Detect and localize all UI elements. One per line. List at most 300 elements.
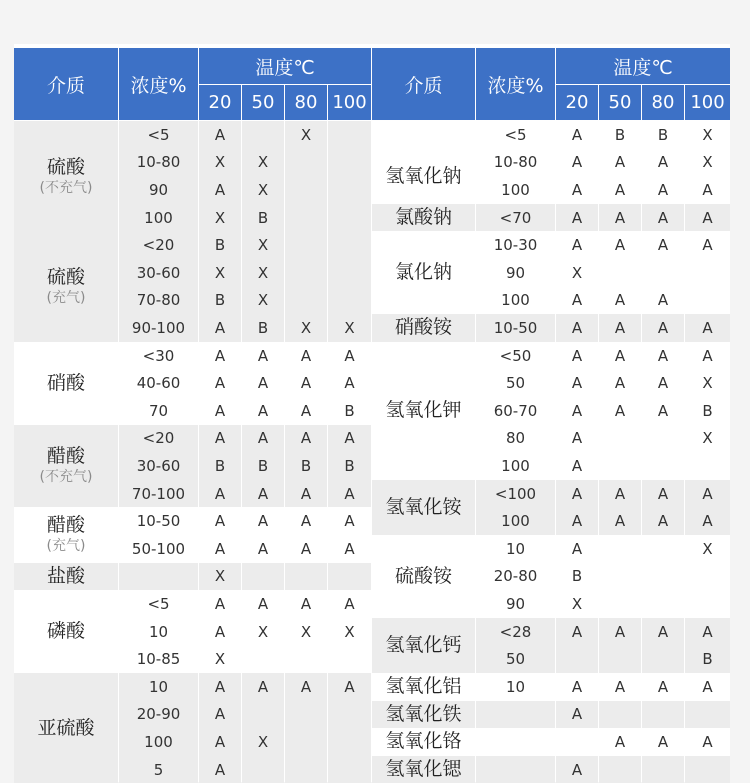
left-rating-cell	[328, 563, 371, 591]
left-conc-cell	[119, 563, 198, 591]
left-conc-cell: 10	[119, 673, 198, 701]
right-conc-cell: 10-80	[476, 149, 555, 177]
column-divider	[555, 121, 556, 782]
right-conc-cell: 10	[476, 673, 555, 701]
right-rating-cell	[642, 259, 684, 287]
left-conc-cell: 40-60	[119, 369, 198, 397]
right-rating-cell: A	[556, 701, 598, 729]
right-concentration-header: 浓度%	[476, 48, 555, 120]
right-rating-cell: A	[556, 756, 598, 783]
right-rating-cell: A	[599, 176, 641, 204]
column-divider	[284, 121, 285, 782]
left-rating-cell: A	[285, 369, 327, 397]
left-rating-cell	[328, 259, 371, 287]
medium-name: 亚硫酸	[37, 716, 95, 739]
left-medium-cell	[14, 231, 118, 341]
right-rating-cell	[642, 590, 684, 618]
left-rating-cell: A	[199, 701, 241, 729]
right-conc-cell: <70	[476, 204, 555, 232]
corrosion-table	[14, 44, 730, 782]
left-temp-80: 80	[285, 85, 327, 120]
left-medium-cell	[14, 563, 118, 591]
column-divider	[641, 121, 642, 782]
right-rating-cell: A	[599, 673, 641, 701]
left-rating-cell	[328, 121, 371, 149]
left-rating-cell: A	[242, 342, 284, 370]
right-conc-cell: <100	[476, 480, 555, 508]
medium-name: 氢氧化钠	[385, 164, 462, 187]
medium-note: (不充气)	[39, 179, 93, 196]
right-conc-cell	[476, 756, 555, 783]
left-rating-cell: X	[199, 645, 241, 673]
right-rating-cell: A	[556, 673, 598, 701]
right-conc-cell: 10-30	[476, 231, 555, 259]
right-rating-cell: X	[685, 535, 730, 563]
right-rating-cell	[599, 645, 641, 673]
right-rating-cell: A	[685, 176, 730, 204]
left-medium-cell	[14, 425, 118, 508]
right-rating-cell	[599, 452, 641, 480]
right-conc-cell: 80	[476, 425, 555, 453]
right-rating-cell: A	[642, 231, 684, 259]
right-conc-cell: 100	[476, 452, 555, 480]
left-conc-cell: 100	[119, 728, 198, 756]
left-rating-cell: A	[199, 397, 241, 425]
left-conc-cell: <5	[119, 590, 198, 618]
left-rating-cell	[285, 287, 327, 315]
right-rating-cell	[599, 756, 641, 783]
right-rating-cell	[556, 728, 598, 756]
right-rating-cell: A	[556, 176, 598, 204]
left-rating-cell: A	[328, 425, 371, 453]
left-rating-cell	[328, 149, 371, 177]
left-rating-cell: X	[242, 287, 284, 315]
right-rating-cell: X	[685, 121, 730, 149]
right-rating-cell: A	[556, 369, 598, 397]
right-medium-cell	[372, 342, 475, 480]
left-temp-20: 20	[199, 85, 241, 120]
left-rating-cell: A	[285, 342, 327, 370]
right-temperature-header: 温度℃	[556, 48, 730, 84]
right-rating-cell: A	[599, 618, 641, 646]
right-rating-cell	[599, 425, 641, 453]
left-rating-cell: A	[199, 369, 241, 397]
left-rating-cell: A	[285, 535, 327, 563]
left-rating-cell	[285, 176, 327, 204]
left-conc-cell: 30-60	[119, 452, 198, 480]
right-medium-cell	[372, 480, 475, 535]
left-medium-cell	[14, 507, 118, 562]
right-conc-cell: 100	[476, 176, 555, 204]
left-medium-cell	[14, 590, 118, 673]
right-medium-cell	[372, 756, 475, 783]
right-rating-cell: A	[642, 397, 684, 425]
right-rating-cell	[599, 563, 641, 591]
right-rating-cell: X	[685, 369, 730, 397]
column-divider	[684, 121, 685, 782]
left-rating-cell: A	[242, 397, 284, 425]
right-rating-cell	[685, 701, 730, 729]
left-rating-cell: X	[242, 618, 284, 646]
right-medium-cell	[372, 618, 475, 673]
left-rating-cell: X	[199, 149, 241, 177]
left-rating-cell	[285, 149, 327, 177]
left-rating-cell: A	[199, 425, 241, 453]
left-medium-header: 介质	[14, 48, 118, 120]
left-conc-cell: 70-80	[119, 287, 198, 315]
left-rating-cell	[242, 563, 284, 591]
right-rating-cell	[642, 756, 684, 783]
right-medium-cell	[372, 314, 475, 342]
right-rating-cell	[556, 645, 598, 673]
right-medium-cell	[372, 121, 475, 149]
right-rating-cell: A	[685, 507, 730, 535]
right-conc-cell: 90	[476, 259, 555, 287]
right-conc-cell: 20-80	[476, 563, 555, 591]
right-rating-cell: A	[556, 231, 598, 259]
left-rating-cell: B	[328, 397, 371, 425]
right-rating-cell: A	[685, 342, 730, 370]
left-rating-cell: A	[285, 673, 327, 701]
right-rating-cell: A	[642, 342, 684, 370]
medium-note: (充气)	[46, 290, 86, 307]
left-rating-cell: A	[242, 425, 284, 453]
right-conc-cell: 50	[476, 645, 555, 673]
left-rating-cell: X	[199, 563, 241, 591]
right-rating-cell: A	[599, 314, 641, 342]
right-rating-cell: A	[556, 342, 598, 370]
left-rating-cell: A	[199, 673, 241, 701]
right-rating-cell: B	[556, 563, 598, 591]
left-medium-cell	[14, 673, 118, 783]
left-conc-cell: 30-60	[119, 259, 198, 287]
left-rating-cell: A	[285, 425, 327, 453]
right-rating-cell: A	[685, 204, 730, 232]
right-rating-cell: A	[685, 314, 730, 342]
medium-name: 氢氧化铵	[385, 495, 462, 518]
column-divider	[241, 121, 242, 782]
medium-name: 氢氧化钾	[385, 399, 462, 422]
right-rating-cell	[599, 701, 641, 729]
left-rating-cell: B	[199, 231, 241, 259]
medium-name: 氢氧化铬	[385, 730, 462, 753]
column-divider	[327, 121, 328, 782]
medium-name: 醋酸	[46, 514, 85, 537]
left-conc-cell: <20	[119, 231, 198, 259]
left-rating-cell	[328, 287, 371, 315]
right-rating-cell: X	[556, 259, 598, 287]
column-divider	[475, 121, 476, 782]
right-rating-cell	[599, 590, 641, 618]
medium-note: (充气)	[46, 538, 86, 555]
left-rating-cell	[242, 701, 284, 729]
left-rating-cell: X	[199, 259, 241, 287]
right-temp-80: 80	[642, 85, 684, 120]
left-rating-cell: A	[242, 590, 284, 618]
left-rating-cell: A	[199, 314, 241, 342]
left-conc-cell: 5	[119, 756, 198, 783]
left-rating-cell: X	[328, 314, 371, 342]
right-conc-cell: 100	[476, 287, 555, 315]
left-rating-cell: A	[199, 756, 241, 783]
right-rating-cell: A	[556, 535, 598, 563]
left-conc-cell: 70-100	[119, 480, 198, 508]
left-rating-cell: A	[199, 121, 241, 149]
medium-name: 氢氧化铝	[385, 675, 462, 698]
right-rating-cell	[685, 756, 730, 783]
left-rating-cell: A	[242, 535, 284, 563]
right-rating-cell: B	[685, 645, 730, 673]
right-rating-cell: A	[642, 507, 684, 535]
right-rating-cell: A	[556, 121, 598, 149]
left-rating-cell: A	[199, 535, 241, 563]
left-rating-cell	[328, 701, 371, 729]
right-rating-cell: A	[556, 507, 598, 535]
right-rating-cell: X	[556, 590, 598, 618]
right-rating-cell: A	[599, 342, 641, 370]
right-rating-cell: A	[556, 314, 598, 342]
left-conc-cell: 50-100	[119, 535, 198, 563]
left-rating-cell: B	[199, 287, 241, 315]
left-rating-cell	[242, 121, 284, 149]
right-rating-cell: A	[556, 287, 598, 315]
left-rating-cell: A	[285, 590, 327, 618]
left-rating-cell: X	[199, 204, 241, 232]
right-medium-cell	[372, 728, 475, 756]
right-temp-20: 20	[556, 85, 598, 120]
left-concentration-header: 浓度%	[119, 48, 198, 120]
left-rating-cell: A	[328, 673, 371, 701]
right-rating-cell	[642, 701, 684, 729]
medium-name: 氢氧化锶	[385, 758, 462, 781]
right-conc-cell: 100	[476, 507, 555, 535]
medium-name: 氢氧化铁	[385, 702, 462, 725]
left-conc-cell: 10-85	[119, 645, 198, 673]
left-rating-cell: A	[285, 397, 327, 425]
left-conc-cell: 90	[119, 176, 198, 204]
right-rating-cell	[685, 590, 730, 618]
right-conc-cell: 50	[476, 369, 555, 397]
left-rating-cell: A	[328, 507, 371, 535]
right-rating-cell	[642, 535, 684, 563]
right-rating-cell: X	[685, 149, 730, 177]
right-rating-cell	[685, 259, 730, 287]
left-conc-cell: 20-90	[119, 701, 198, 729]
left-rating-cell: A	[199, 728, 241, 756]
left-rating-cell	[285, 701, 327, 729]
right-rating-cell: A	[599, 369, 641, 397]
right-rating-cell: A	[642, 176, 684, 204]
left-rating-cell	[328, 176, 371, 204]
right-rating-cell: A	[599, 480, 641, 508]
right-rating-cell: A	[642, 480, 684, 508]
right-rating-cell: B	[642, 121, 684, 149]
left-rating-cell: B	[199, 452, 241, 480]
right-rating-cell	[599, 259, 641, 287]
left-rating-cell	[285, 204, 327, 232]
right-medium-header: 介质	[372, 48, 475, 120]
right-rating-cell: A	[642, 204, 684, 232]
left-rating-cell: X	[242, 231, 284, 259]
left-rating-cell	[328, 756, 371, 783]
left-rating-cell: A	[199, 480, 241, 508]
right-rating-cell	[685, 452, 730, 480]
right-rating-cell: A	[642, 287, 684, 315]
column-divider	[118, 121, 119, 782]
right-conc-cell: 90	[476, 590, 555, 618]
right-rating-cell	[685, 287, 730, 315]
right-temp-100: 100	[685, 85, 730, 120]
right-rating-cell	[685, 563, 730, 591]
right-rating-cell: A	[642, 314, 684, 342]
left-rating-cell: A	[199, 618, 241, 646]
left-rating-cell: B	[285, 452, 327, 480]
right-conc-cell	[476, 701, 555, 729]
right-rating-cell	[642, 563, 684, 591]
left-rating-cell	[285, 728, 327, 756]
right-conc-cell: <28	[476, 618, 555, 646]
right-rating-cell: A	[642, 673, 684, 701]
left-conc-cell: 10-50	[119, 507, 198, 535]
left-rating-cell: A	[199, 342, 241, 370]
right-rating-cell: A	[685, 480, 730, 508]
right-rating-cell: B	[599, 121, 641, 149]
left-rating-cell: A	[328, 480, 371, 508]
right-rating-cell: A	[556, 397, 598, 425]
right-rating-cell	[599, 535, 641, 563]
right-temp-50: 50	[599, 85, 641, 120]
right-rating-cell: A	[642, 618, 684, 646]
right-conc-cell: 60-70	[476, 397, 555, 425]
left-medium-cell	[14, 121, 118, 231]
right-rating-cell: A	[685, 728, 730, 756]
left-rating-cell: A	[328, 342, 371, 370]
left-rating-cell: A	[328, 535, 371, 563]
left-rating-cell: A	[242, 480, 284, 508]
medium-name: 氢氧化钙	[385, 633, 462, 656]
right-rating-cell	[642, 452, 684, 480]
left-rating-cell: X	[242, 149, 284, 177]
right-rating-cell: A	[599, 204, 641, 232]
right-rating-cell: A	[599, 728, 641, 756]
left-conc-cell: <5	[119, 121, 198, 149]
left-rating-cell	[328, 645, 371, 673]
column-divider	[198, 121, 199, 782]
right-rating-cell: A	[685, 618, 730, 646]
left-rating-cell: X	[285, 121, 327, 149]
right-conc-cell: <50	[476, 342, 555, 370]
left-rating-cell: B	[242, 314, 284, 342]
medium-name: 硝酸	[46, 371, 85, 394]
left-rating-cell	[285, 259, 327, 287]
right-medium-cell	[372, 535, 475, 618]
left-rating-cell	[242, 645, 284, 673]
left-rating-cell	[285, 645, 327, 673]
left-rating-cell: A	[242, 369, 284, 397]
right-rating-cell: A	[685, 673, 730, 701]
right-rating-cell: A	[642, 728, 684, 756]
left-rating-cell: X	[328, 618, 371, 646]
left-rating-cell	[328, 204, 371, 232]
left-rating-cell: A	[199, 507, 241, 535]
right-rating-cell: A	[556, 618, 598, 646]
right-medium-cell	[372, 231, 475, 314]
left-rating-cell	[328, 728, 371, 756]
left-rating-cell: A	[242, 507, 284, 535]
left-rating-cell	[285, 563, 327, 591]
right-rating-cell: A	[599, 231, 641, 259]
left-temp-50: 50	[242, 85, 284, 120]
right-medium-cell	[372, 701, 475, 729]
medium-name: 硫酸	[46, 155, 85, 178]
right-rating-cell: A	[599, 287, 641, 315]
left-rating-cell: B	[242, 452, 284, 480]
right-rating-cell: A	[685, 231, 730, 259]
medium-name: 醋酸	[46, 445, 85, 468]
left-conc-cell: <20	[119, 425, 198, 453]
left-rating-cell	[328, 231, 371, 259]
left-rating-cell: A	[328, 369, 371, 397]
column-divider	[371, 121, 372, 782]
right-conc-cell: 10	[476, 535, 555, 563]
medium-name: 磷酸	[46, 620, 85, 643]
right-rating-cell	[642, 645, 684, 673]
left-rating-cell: A	[328, 590, 371, 618]
left-conc-cell: 90-100	[119, 314, 198, 342]
left-rating-cell: A	[199, 176, 241, 204]
right-conc-cell	[476, 728, 555, 756]
right-conc-cell: 10-50	[476, 314, 555, 342]
left-temp-100: 100	[328, 85, 371, 120]
left-medium-cell	[14, 342, 118, 425]
medium-name: 氯化钠	[394, 261, 452, 284]
medium-note: (不充气)	[39, 469, 93, 486]
left-rating-cell: B	[242, 204, 284, 232]
right-rating-cell	[642, 425, 684, 453]
left-rating-cell: A	[285, 507, 327, 535]
left-rating-cell: B	[328, 452, 371, 480]
medium-name: 硝酸铵	[394, 316, 452, 339]
right-rating-cell: A	[556, 425, 598, 453]
left-conc-cell: 10-80	[119, 149, 198, 177]
medium-name: 硫酸	[46, 266, 85, 289]
left-rating-cell	[242, 756, 284, 783]
left-rating-cell: A	[242, 673, 284, 701]
right-rating-cell: B	[685, 397, 730, 425]
right-conc-cell: <5	[476, 121, 555, 149]
right-medium-cell	[372, 673, 475, 701]
right-rating-cell: A	[556, 149, 598, 177]
column-divider	[598, 121, 599, 782]
left-rating-cell: A	[285, 480, 327, 508]
left-rating-cell: X	[285, 618, 327, 646]
right-medium-cell	[372, 204, 475, 232]
left-temperature-header: 温度℃	[199, 48, 371, 84]
medium-name: 硫酸铵	[394, 564, 452, 587]
right-rating-cell: A	[642, 369, 684, 397]
right-rating-cell: A	[599, 397, 641, 425]
left-rating-cell: X	[242, 176, 284, 204]
left-rating-cell: A	[199, 590, 241, 618]
right-rating-cell: A	[599, 507, 641, 535]
right-rating-cell: A	[556, 452, 598, 480]
left-rating-cell: X	[285, 314, 327, 342]
right-rating-cell: A	[556, 204, 598, 232]
left-conc-cell: 100	[119, 204, 198, 232]
medium-name: 氯酸钠	[394, 206, 452, 229]
right-medium-cell	[372, 149, 475, 204]
right-rating-cell: A	[642, 149, 684, 177]
